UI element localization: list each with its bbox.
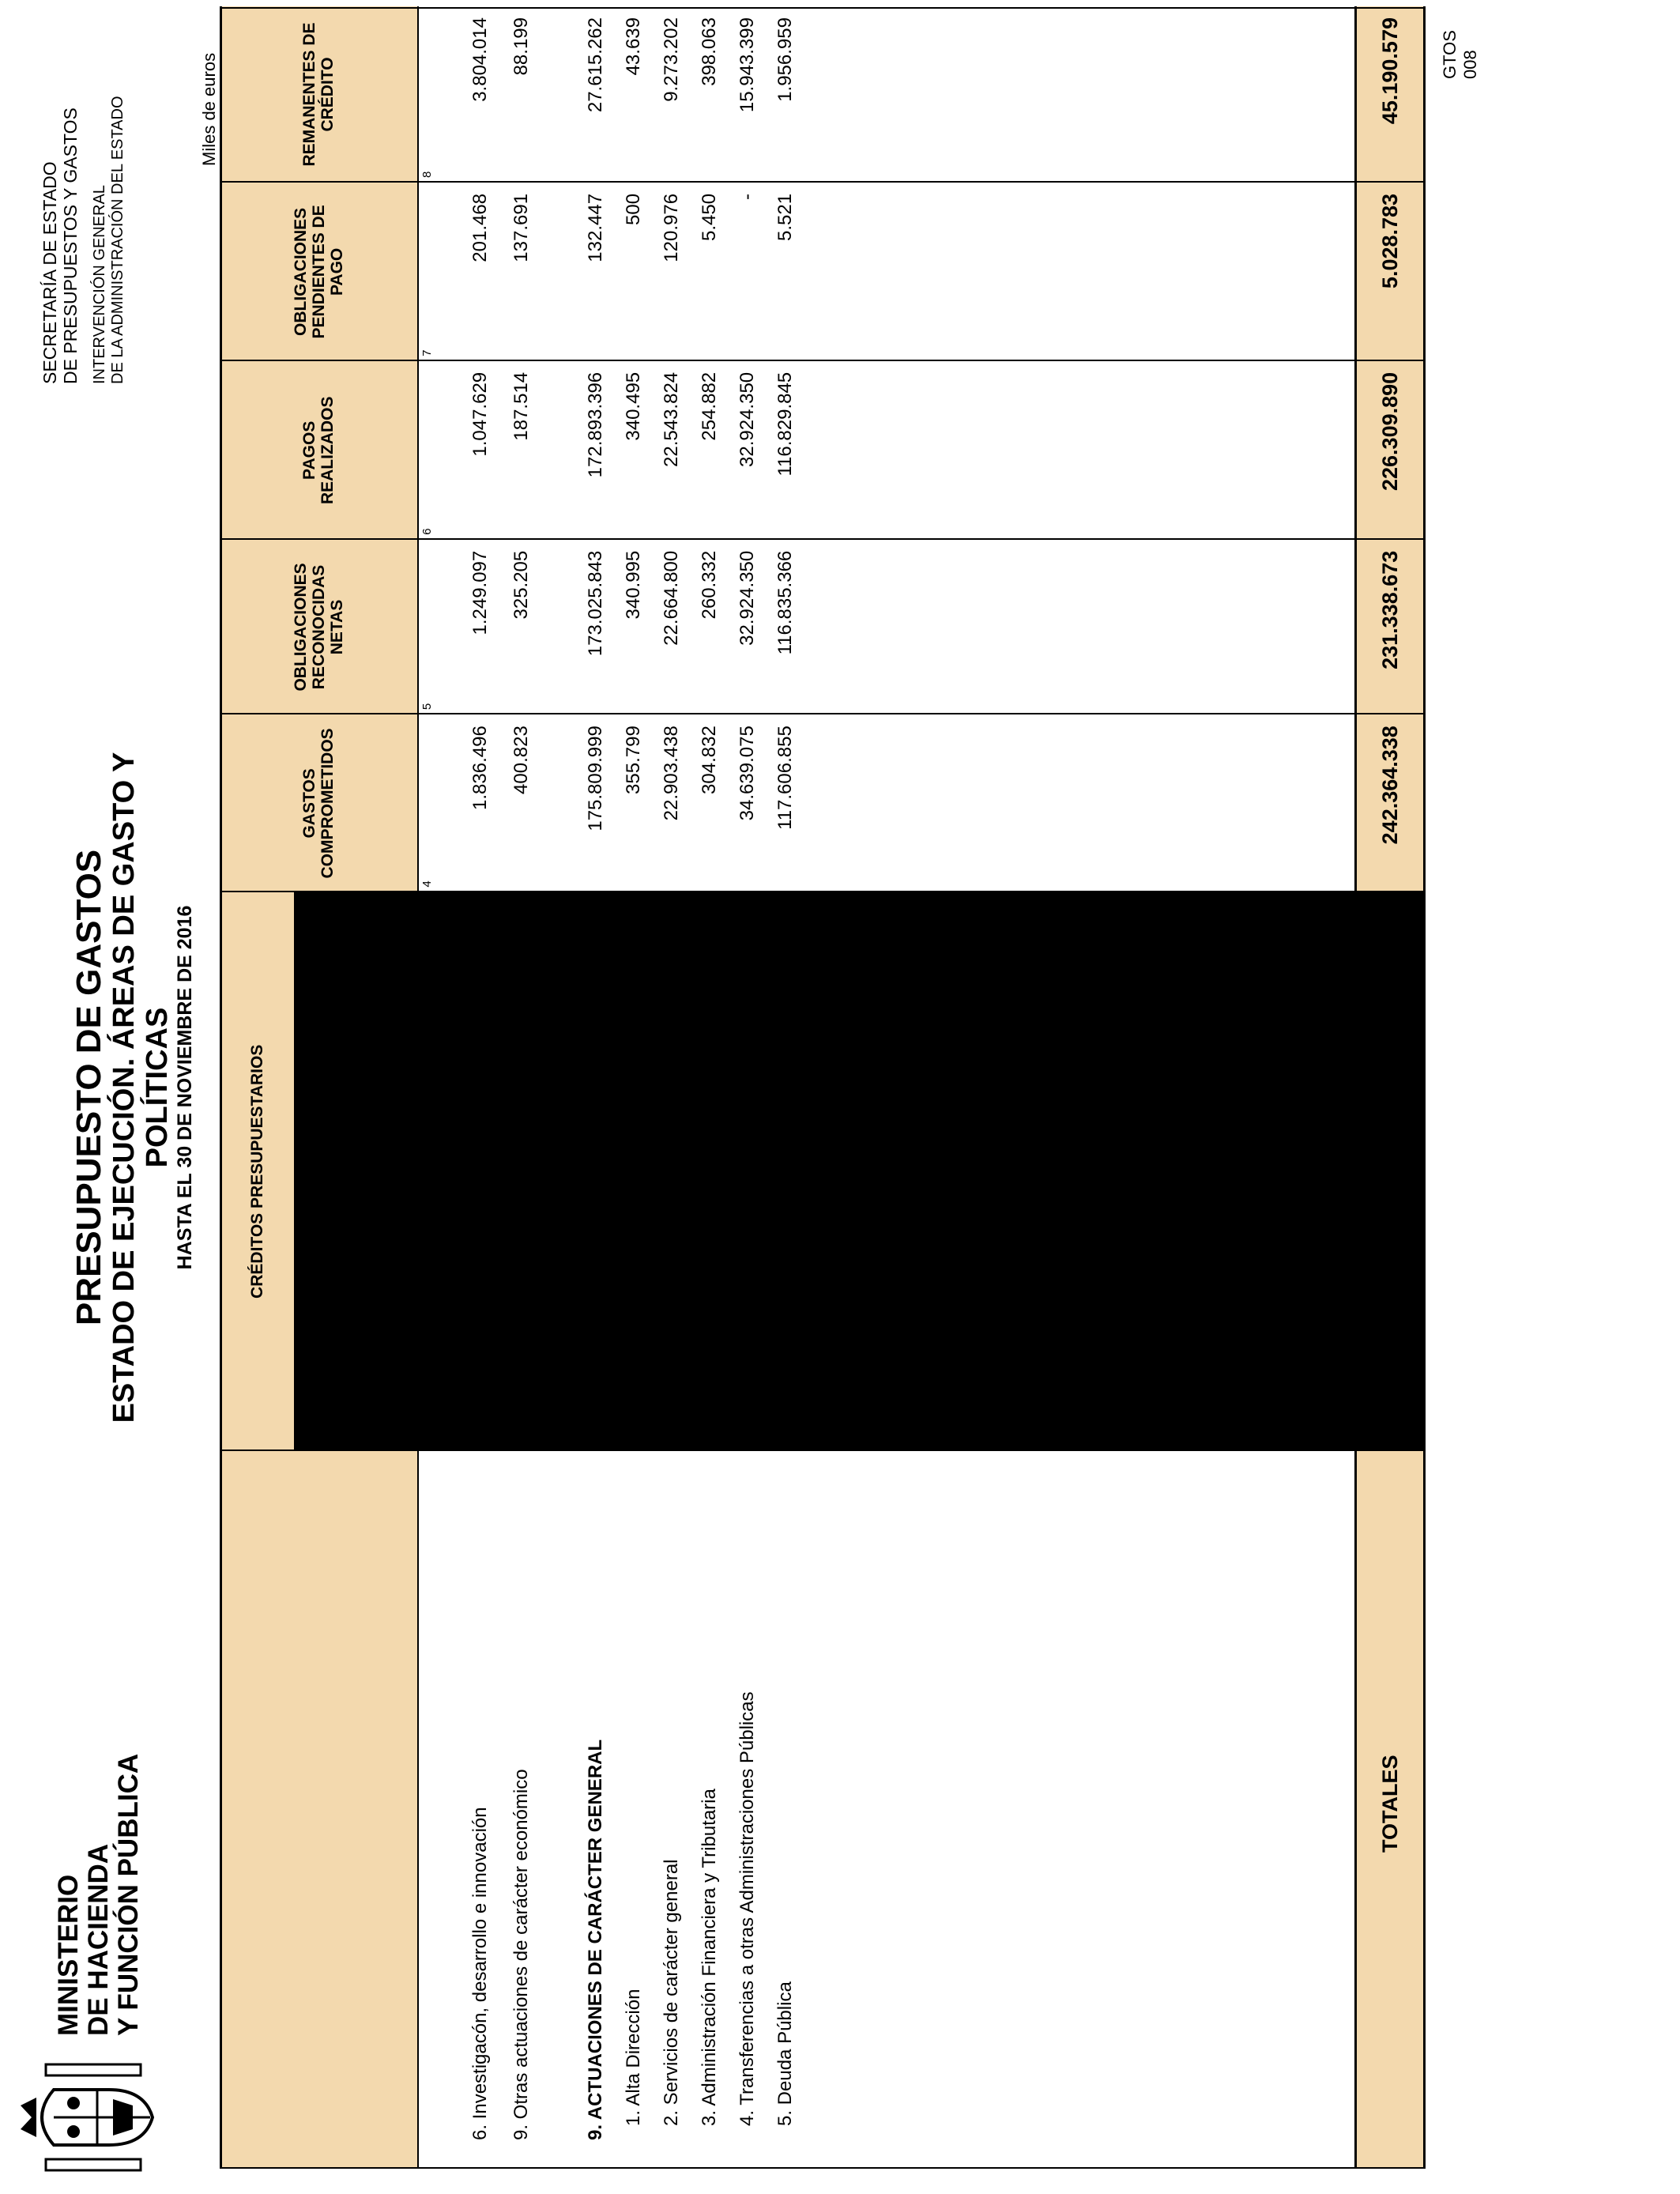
column-divider	[220, 713, 1426, 714]
cell-value: 200.641.105	[585, 903, 606, 1009]
cell-value: 48.867.749	[736, 903, 758, 998]
cell-value: 3.804.014	[469, 17, 491, 102]
cell-value: 32.924.350	[736, 550, 758, 646]
cell-value: 1.836.496	[469, 726, 491, 810]
secretaria	[40, 107, 81, 384]
cell-value: 137.691	[510, 193, 532, 262]
cell-value: 5.113.225	[469, 1272, 491, 1355]
row-label: 4. Transferencias a otras Administraciones Públicas	[736, 1691, 758, 2126]
footer-code: GTOS 008	[1440, 30, 1480, 79]
column-number: 4	[420, 880, 434, 888]
cell-value: 652.855	[699, 1272, 720, 1341]
title-line1: PRESUPUESTO DE GASTOS	[70, 849, 108, 1326]
totals-value: 45.190.579	[1378, 17, 1402, 125]
column-number: 1	[420, 1439, 434, 1446]
column-divider	[220, 181, 1426, 183]
cell-value: 1.047.629	[469, 371, 491, 457]
cell-value: 400.823	[510, 726, 532, 794]
row-label: 6. Investigacón, desarrollo e innovación	[469, 1807, 491, 2140]
row-label: 2. Servicios de carácter general	[661, 1859, 682, 2126]
column-header: REMANENTES DE CRÉDITO	[300, 22, 337, 167]
ministry-line2: DE HACIENDA	[83, 1843, 114, 2036]
cell-value: 254.882	[699, 371, 720, 441]
column-number: 5	[420, 703, 434, 711]
cell-value: 172.893.396	[585, 371, 606, 478]
cell-value: -1.720.812	[661, 1082, 682, 1173]
cell-value: -	[736, 193, 758, 200]
column-divider	[220, 7, 1426, 9]
cell-value: 500	[623, 193, 644, 225]
cell-value: 187.514	[510, 371, 532, 441]
column-divider	[220, 2167, 1426, 2169]
cell-value: -60.111	[469, 1082, 491, 1144]
row-label: 9. ACTUACIONES DE CARÁCTER GENERAL	[585, 1739, 606, 2140]
totals-value: 276.529.252	[1378, 903, 1402, 1022]
cell-value: 201.468	[469, 193, 491, 262]
cell-value: 132.447	[585, 193, 606, 262]
ministry-line1: MINISTERIO	[53, 1874, 84, 2036]
report-title	[71, 692, 196, 1483]
cell-value: 412.193	[510, 1272, 532, 1341]
cell-value: 340.995	[623, 550, 644, 620]
cell-value: 31.938.002	[661, 903, 682, 998]
column-divider	[220, 538, 1426, 540]
row-label: 5. Deuda Pública	[774, 1981, 796, 2126]
cell-value: 304.832	[699, 726, 720, 794]
cell-value: 201.304.790	[585, 1272, 606, 1378]
column-header: DEFINITIVOS	[346, 929, 365, 1034]
ministry-line3: Y FUNCIÓN PÚBLICA	[113, 1753, 144, 2036]
totals-value: 5.028.783	[1378, 193, 1402, 289]
cell-value: 43.639	[623, 17, 644, 76]
cell-value: 413.404	[510, 903, 532, 972]
cell-value: 48.816.042	[736, 1272, 758, 1367]
totals-value: 231.338.673	[1378, 550, 1402, 669]
cell-value: 1.956.959	[774, 17, 796, 102]
coat-of-arms-icon	[14, 2058, 164, 2177]
column-header: OBLIGACIONES PENDIENTES DE PAGO	[291, 205, 346, 339]
cell-value: 117.792.325	[774, 1272, 796, 1376]
cell-value: 1.000.000	[774, 1082, 796, 1167]
cell-value: 260.332	[699, 550, 720, 620]
totals-value: 242.364.338	[1378, 726, 1402, 845]
cell-value: 173.025.843	[585, 550, 606, 657]
cell-value: 27.615.262	[585, 17, 606, 113]
row-label: 1. Alta Dirección	[623, 1989, 644, 2126]
title-line2: ESTADO DE EJECUCIÓN. ÁREAS DE GASTO Y POLÍTICAS	[107, 752, 174, 1423]
column-header: INICIALES	[346, 1314, 365, 1397]
column-number: 7	[420, 349, 434, 356]
column-header: OBLIGACIONES RECONOCIDAS NETAS	[291, 563, 346, 692]
cell-value: 32.924.350	[736, 371, 758, 467]
cell-value: 33.658.823	[661, 1272, 682, 1367]
cell-value: 34.639.075	[736, 726, 758, 821]
totals-value: 274.731.887	[1378, 1272, 1402, 1391]
cell-value: 22.903.438	[661, 726, 682, 821]
intervencion-line2: DE LA ADMINISTRACIÓN DEL ESTADO	[109, 96, 126, 384]
column-number: 2	[420, 1249, 434, 1257]
cell-value: -663.678	[585, 1082, 606, 1157]
cell-value: 355.799	[623, 726, 644, 794]
column-header: MODIFICACIONES	[346, 1093, 365, 1239]
cell-value: 51.707	[736, 1082, 758, 1140]
cell-value: 5.521	[774, 193, 796, 241]
cell-value: 120.976	[661, 193, 682, 262]
column-header: GASTOS COMPROMETIDOS	[300, 728, 337, 879]
cell-value: 384.745	[623, 1272, 644, 1341]
secretaria-line2: DE PRESUPUESTOS Y GASTOS	[60, 107, 81, 384]
cell-value: 658.395	[699, 903, 720, 972]
cell-value: -112	[623, 1082, 644, 1119]
column-header: PAGOS REALIZADOS	[300, 396, 337, 505]
cell-value: 88.199	[510, 17, 532, 76]
column-number: 6	[420, 528, 434, 535]
cell-value: 117.606.855	[774, 726, 796, 830]
cell-value: 22.543.824	[661, 371, 682, 467]
cell-value: 5.539	[699, 1082, 720, 1130]
totals-value: 226.309.890	[1378, 371, 1402, 491]
cell-value: 1.211	[510, 1082, 532, 1129]
cell-value: 340.495	[623, 371, 644, 441]
cell-value: 175.809.999	[585, 726, 606, 831]
ministry-name	[54, 1754, 144, 2036]
cell-value: 22.664.800	[661, 550, 682, 646]
column-number: 8	[420, 171, 434, 178]
column-divider	[294, 892, 1426, 1451]
cell-value: 5.450	[699, 193, 720, 241]
row-label: 9. Otras actuaciones de carácter económico	[510, 1769, 532, 2140]
column-divider	[220, 360, 1426, 361]
intervencion-line1: INTERVENCIÓN GENERAL	[91, 185, 108, 384]
row-label: 3. Administración Financiera y Tributaria	[699, 1789, 720, 2126]
cell-value: 398.063	[699, 17, 720, 86]
cell-value: 116.835.366	[774, 550, 796, 655]
totals-label: TOTALES	[1378, 1755, 1402, 1853]
cell-value: 9.273.202	[661, 17, 682, 102]
group-header: CRÉDITOS PRESUPUESTARIOS	[247, 1044, 266, 1299]
cell-value: 5.053.111	[469, 903, 491, 985]
units-label: Miles de euros	[199, 52, 219, 166]
cell-value: 1.249.097	[469, 550, 491, 635]
cell-value: 118.792.325	[774, 903, 796, 1008]
cell-value: 116.829.845	[774, 371, 796, 477]
cell-value: 325.205	[510, 550, 532, 620]
totals-value: 1.797.385	[1378, 1082, 1402, 1178]
cell-value: 384.634	[623, 903, 644, 972]
intervencion	[91, 96, 127, 384]
secretaria-line1: SECRETARÍA DE ESTADO	[40, 161, 60, 384]
cell-value: 15.943.399	[736, 17, 758, 113]
column-divider	[220, 891, 1426, 892]
title-line3: HASTA EL 30 DE NOVIEMBRE DE 2016	[174, 905, 196, 1270]
column-number: 3	[420, 1059, 434, 1067]
